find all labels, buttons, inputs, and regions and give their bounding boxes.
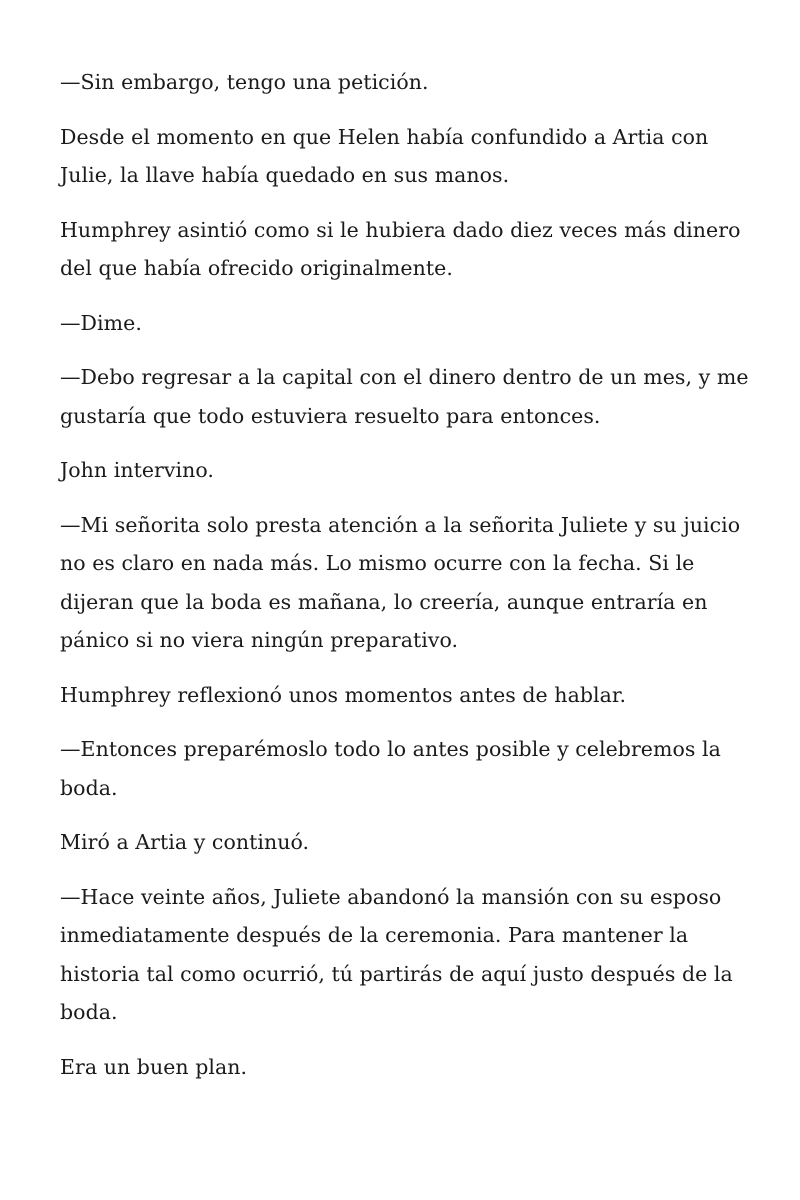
paragraph: —Debo regresar a la capital con el dinero dentro de un mes, y me gustaría que todo estuviera resuelto para entonces. — [60, 365, 749, 428]
paragraph: Desde el momento en que Helen había confundido a Artia con Julie, la llave había quedado en sus manos. — [60, 124, 709, 187]
paragraph: Humphrey asintió como si le hubiera dado diez veces más dinero del que había ofrecido originalmente. — [60, 217, 741, 280]
paragraph: —Dime. — [60, 310, 142, 335]
paragraph: John intervino. — [60, 458, 214, 482]
paragraph: Miró a Artia y continuó. — [60, 830, 310, 854]
paragraph: —Sin embargo, tengo una petición. — [60, 70, 429, 94]
paragraph: Humphrey reflexionó unos momentos antes de hablar. — [60, 682, 627, 707]
paragraph: —Entonces preparémoslo todo lo antes posible y celebremos la boda. — [60, 737, 721, 800]
document-page — [60, 63, 750, 1102]
paragraph: —Mi señorita solo presta atención a la señorita Juliete y su juicio no es claro en nada más. Lo mismo ocurre con la fecha. Si le dijeran que la boda es mañana, lo creería, aunque entraría en pánico si no viera ningún preparativo. — [60, 512, 741, 652]
paragraph: Era un buen plan. — [60, 1054, 248, 1079]
paragraph: —Hace veinte años, Juliete abandonó la mansión con su esposo inmediatamente después de la ceremonia. Para mantener la historia tal como ocurrió, tú partirás de aquí justo después de la boda. — [60, 884, 733, 1024]
